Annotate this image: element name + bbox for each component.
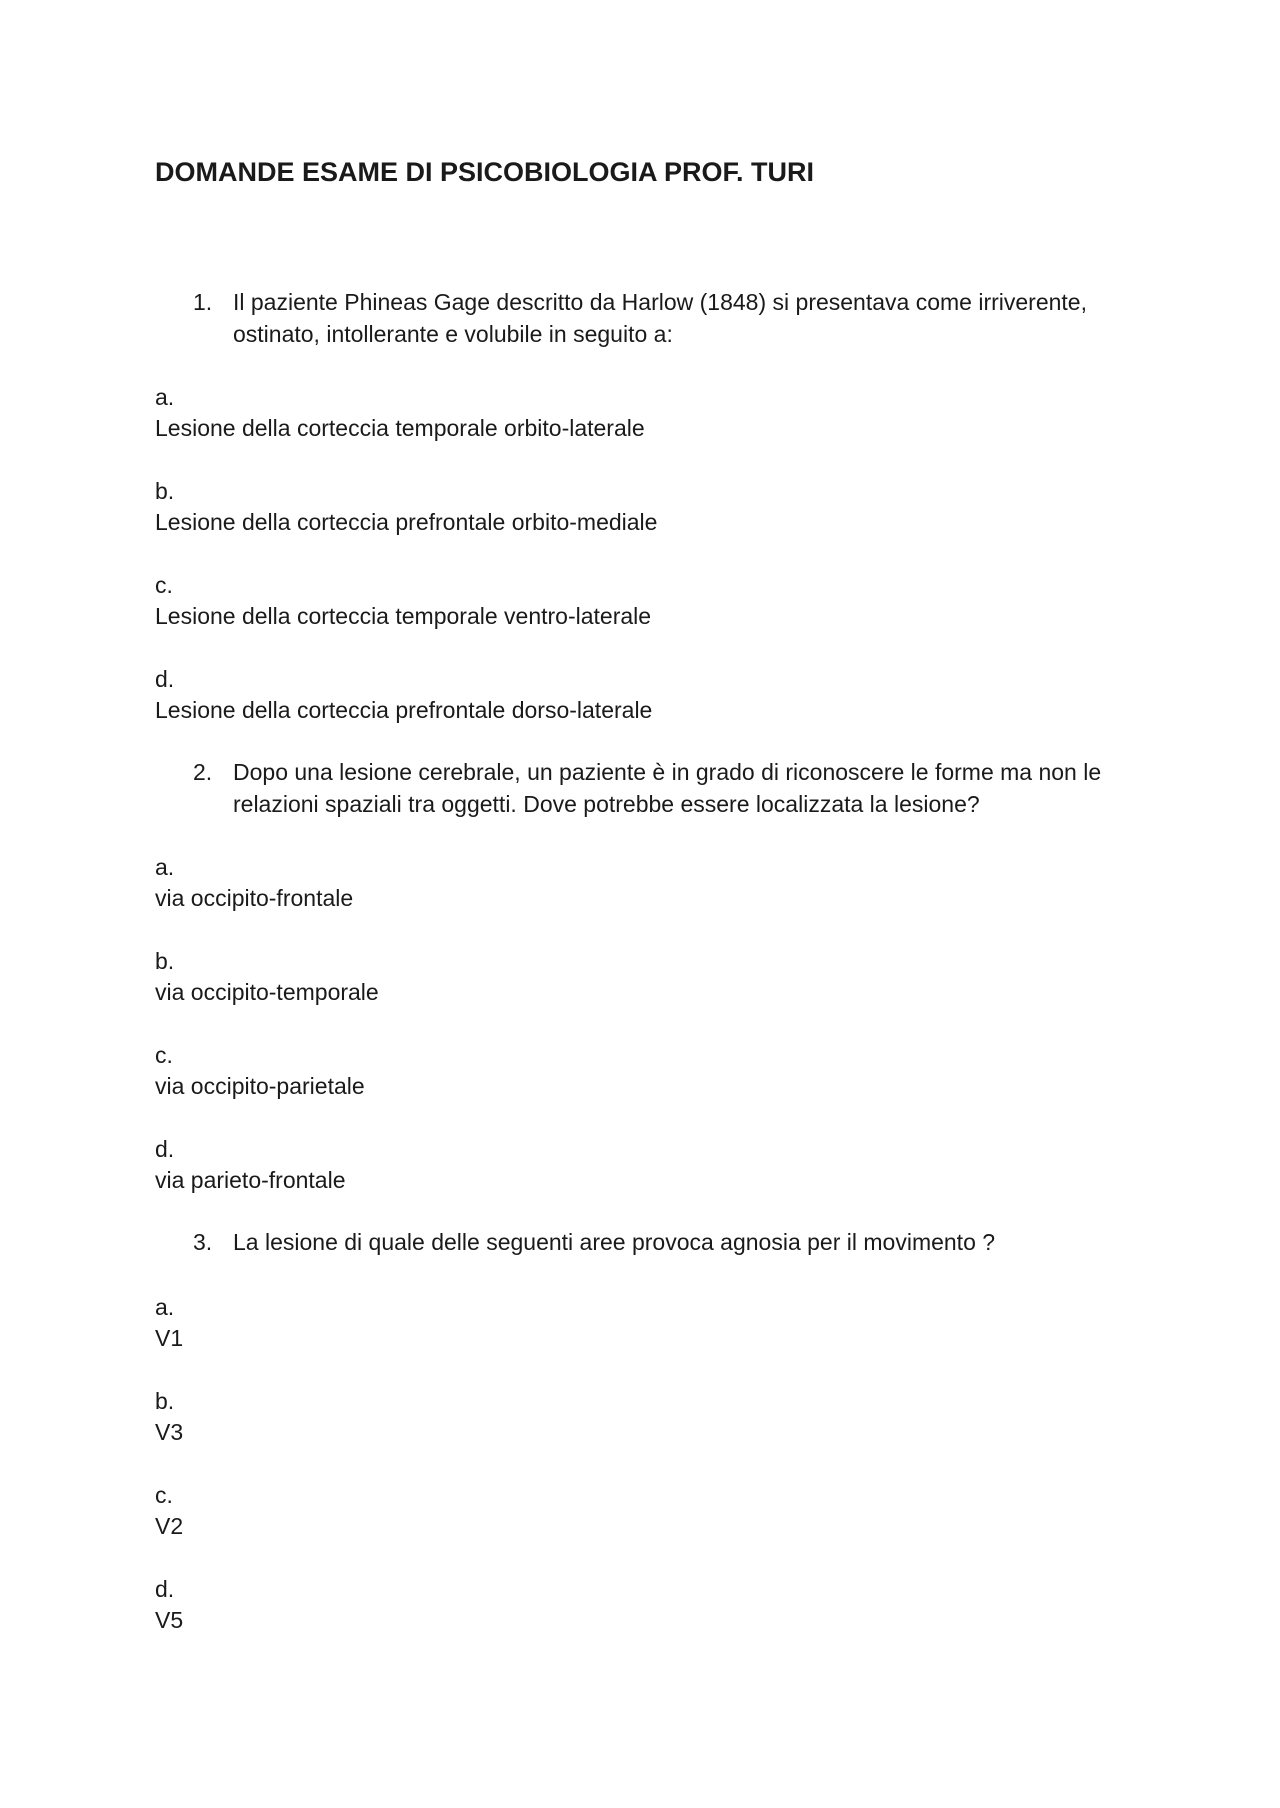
option-text: V1: [155, 1325, 184, 1351]
question-text: Il paziente Phineas Gage descritto da Harlow (1848) si presentava come irriverente, ostinato, intollerante e volubile in seguito a:: [233, 289, 1087, 347]
question-text: La lesione di quale delle seguenti aree provoca agnosia per il movimento ?: [233, 1229, 996, 1255]
question-2-option-c: [155, 1040, 365, 1102]
question-2-option-d: [155, 1134, 346, 1196]
option-letter: d.: [155, 1576, 175, 1602]
question-number: 1.: [193, 289, 213, 315]
question-3-option-a: [155, 1292, 183, 1354]
option-letter: b.: [155, 948, 175, 974]
option-letter: b.: [155, 478, 175, 504]
option-letter: a.: [155, 1294, 175, 1320]
document-title: DOMANDE ESAME DI PSICOBIOLOGIA PROF. TURI: [155, 157, 815, 187]
option-letter: a.: [155, 854, 175, 880]
option-text: V5: [155, 1607, 184, 1633]
question-text: Dopo una lesione cerebrale, un paziente è in grado di riconoscere le forme ma non le relazioni spaziali tra oggetti. Dove potrebbe essere localizzata la lesione?: [233, 759, 1102, 817]
question-1-option-c: [155, 570, 651, 632]
question-3-option-d: [155, 1574, 183, 1636]
option-text: Lesione della corteccia temporale orbito-laterale: [155, 415, 645, 441]
option-text: Lesione della corteccia prefrontale dorso-laterale: [155, 697, 653, 723]
question-2-option-a: [155, 852, 353, 914]
option-letter: d.: [155, 666, 175, 692]
question-3-option-c: [155, 1480, 183, 1542]
option-letter: c.: [155, 1042, 173, 1068]
question-2: [193, 756, 1153, 820]
question-3: [193, 1226, 1153, 1258]
question-3-option-b: [155, 1386, 183, 1448]
option-text: via occipito-frontale: [155, 885, 354, 911]
question-1-option-d: [155, 664, 652, 726]
option-text: V2: [155, 1513, 184, 1539]
option-text: via occipito-temporale: [155, 979, 379, 1005]
option-text: V3: [155, 1419, 184, 1445]
question-number: 2.: [193, 759, 213, 785]
question-1-option-a: [155, 382, 645, 444]
option-letter: c.: [155, 572, 173, 598]
question-2-option-b: [155, 946, 379, 1008]
option-text: via occipito-parietale: [155, 1073, 365, 1099]
option-letter: a.: [155, 384, 175, 410]
option-letter: c.: [155, 1482, 173, 1508]
question-number: 3.: [193, 1229, 213, 1255]
option-text: Lesione della corteccia prefrontale orbito-mediale: [155, 509, 658, 535]
question-1: [193, 286, 1153, 350]
option-text: Lesione della corteccia temporale ventro-laterale: [155, 603, 652, 629]
option-letter: d.: [155, 1136, 175, 1162]
option-letter: b.: [155, 1388, 175, 1414]
option-text: via parieto-frontale: [155, 1167, 346, 1193]
question-1-option-b: [155, 476, 657, 538]
